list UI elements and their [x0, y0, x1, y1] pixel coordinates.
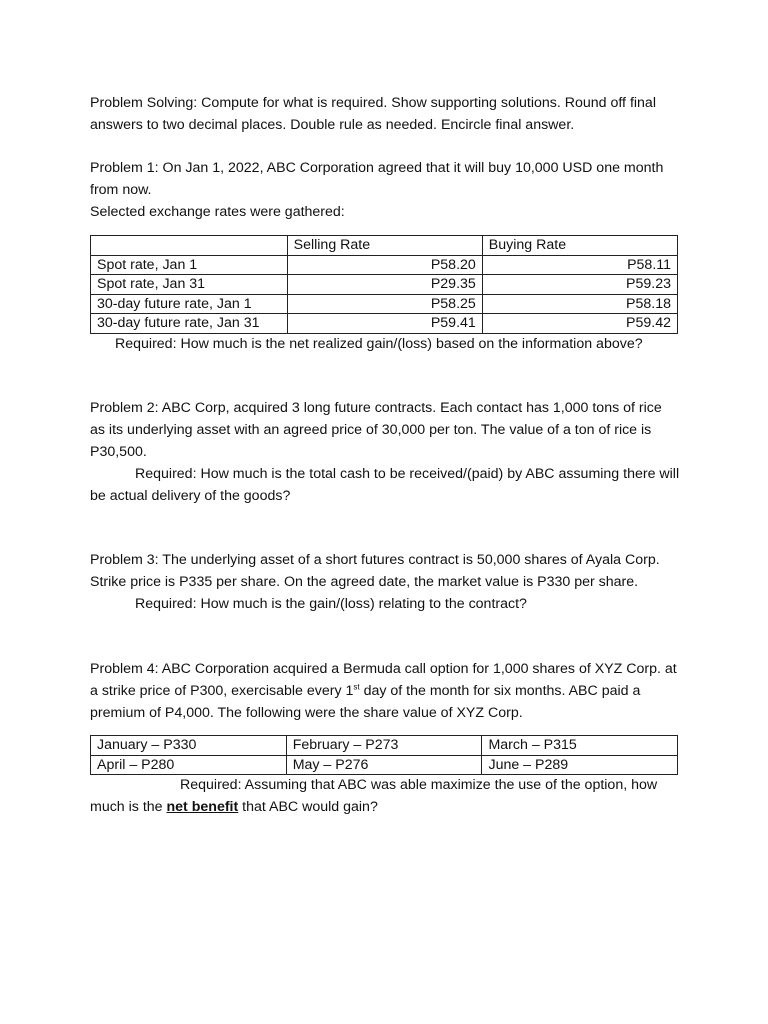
selling-rate: P58.20: [287, 255, 482, 275]
share-value-table-wrap: [90, 735, 680, 818]
table-cell: June – P289: [482, 755, 678, 775]
problem-1-text: Problem 1: On Jan 1, 2022, ABC Corporation agreed that it will buy 10,000 USD one month from now.: [90, 160, 664, 198]
selling-rate: P59.41: [287, 314, 482, 334]
buying-rate: P59.23: [482, 275, 677, 295]
problem-3-required: Required: How much is the gain/(loss) relating to the contract?: [135, 596, 527, 612]
table-row: [91, 314, 678, 334]
table-cell: May – P276: [286, 755, 482, 775]
selling-rate: P58.25: [287, 294, 482, 314]
problem-1-subtext: Selected exchange rates were gathered:: [90, 204, 345, 220]
buying-rate: P58.11: [482, 255, 677, 275]
net-benefit-emphasis: net benefit: [166, 799, 239, 815]
table-row: [91, 255, 678, 275]
problem-4-required: [90, 774, 680, 818]
table-header-cell: Buying Rate: [482, 236, 677, 256]
rate-label: Spot rate, Jan 31: [91, 275, 288, 295]
selling-rate: P29.35: [287, 275, 482, 295]
instructions-text: Problem Solving: Compute for what is required. Show supporting solutions. Round off final answers to two decimal places. Double rule as needed. Encircle final answer.: [90, 95, 656, 133]
problem-3-text: Problem 3: The underlying asset of a short futures contract is 50,000 shares of Ayala Corp. Strike price is P335 per share. On the agreed date, the market value is P330 per share.: [90, 552, 660, 590]
rate-label: 30-day future rate, Jan 1: [91, 294, 288, 314]
table-row: [91, 275, 678, 295]
problem-4: [90, 658, 680, 724]
table-cell: April – P280: [91, 755, 287, 775]
buying-rate: P59.42: [482, 314, 677, 334]
problem-1-required: Required: How much is the net realized gain/(loss) based on the information above?: [115, 335, 643, 352]
table-header-cell: Selling Rate: [287, 236, 482, 256]
table-row: [91, 294, 678, 314]
problem-4-text: [90, 658, 680, 724]
problem-4-text-a: Problem 4: ABC Corporation acquired a Bermuda call option for 1,000 shares of XYZ Corp. at a strike price of P300, exercisable every 1: [90, 661, 677, 699]
exchange-rate-table-wrap: [90, 235, 680, 355]
table-cell: March – P315: [482, 736, 678, 756]
table-header-cell: [91, 236, 288, 256]
buying-rate: P58.18: [482, 294, 677, 314]
problem-2: [90, 397, 680, 507]
problem-2-required: Required: How much is the total cash to be received/(paid) by ABC assuming there will be actual delivery of the goods?: [90, 466, 680, 504]
exchange-rate-table: [90, 235, 678, 334]
problem-4-required-b: that ABC would gain?: [238, 799, 378, 815]
problem-4-required-a: Required: Assuming that ABC was able maximize the use of the option, how much is the: [90, 777, 658, 815]
problem-4-text-b: day of the month for six months. ABC paid a premium of P4,000. The following were the share value of XYZ Corp.: [90, 683, 641, 721]
table-row: [91, 736, 678, 756]
problem-1: [90, 157, 680, 223]
table-cell: February – P273: [286, 736, 482, 756]
rate-label: Spot rate, Jan 1: [91, 255, 288, 275]
table-row: [91, 755, 678, 775]
table-header-row: [91, 236, 678, 256]
problem-2-text: Problem 2: ABC Corp, acquired 3 long future contracts. Each contact has 1,000 tons of rice as its underlying asset with an agreed price of 30,000 per ton. The value of a ton of rice is P30,500.: [90, 400, 662, 460]
table-cell: January – P330: [91, 736, 287, 756]
share-value-table: [90, 735, 678, 775]
rate-label: 30-day future rate, Jan 31: [91, 314, 288, 334]
instructions: [90, 92, 680, 136]
ordinal-suffix: st: [353, 682, 360, 692]
problem-3: [90, 549, 680, 615]
